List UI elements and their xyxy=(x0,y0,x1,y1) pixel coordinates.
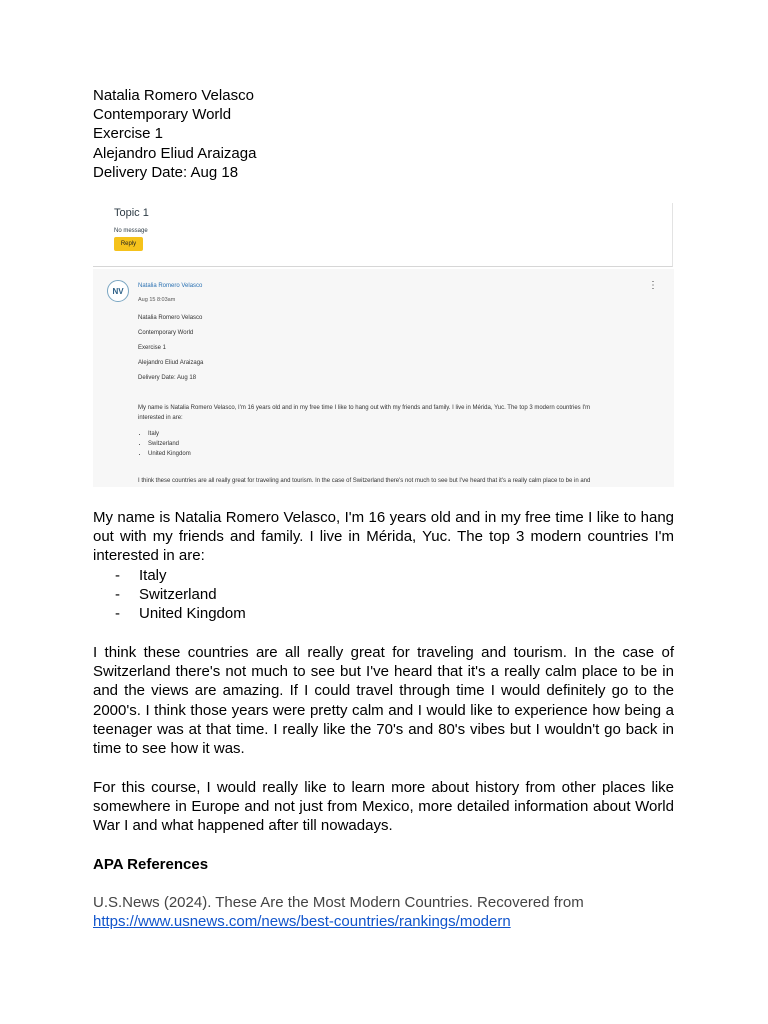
student-name: Natalia Romero Velasco xyxy=(93,87,254,104)
no-message-text: No message xyxy=(114,228,148,234)
embedded-screenshot xyxy=(93,203,674,487)
country-label: Italy xyxy=(139,567,167,584)
post-line: Delivery Date: Aug 18 xyxy=(138,375,197,381)
course-name: Contemporary World xyxy=(93,106,232,124)
country-list xyxy=(115,566,246,624)
discussion-post xyxy=(93,269,674,487)
topic-header xyxy=(93,203,673,267)
travel-paragraph: I think these countries are all really great for traveling and tourism. In the case of Switzerland there's not much to see but I've heard that it's a really calm place to be in and the views are amazing. If I could travel through time I would definitely go to the 2000's. I think those years were pretty calm and I would like to experience how being a teenager was at that time. I really like the 70's and 80's vibes but I wouldn't go back in time to see how it was. xyxy=(93,644,674,758)
list-item: - Italy xyxy=(115,567,167,584)
list-item: - United Kingdom xyxy=(115,605,246,623)
topic-title: Topic 1 xyxy=(114,207,149,219)
references-heading: APA References xyxy=(93,856,209,873)
course-paragraph: For this course, I would really like to learn more about history from other places like somewhere in Europe and not just from Mexico, more detailed information about World War I and what happened after till nowadays. xyxy=(93,779,674,835)
reference-citation: U.S.News (2024). These Are the Most Modern Countries. Recovered from xyxy=(93,894,584,911)
delivery-date: Delivery Date: Aug 18 xyxy=(93,163,239,181)
post-country-list xyxy=(138,429,191,459)
post-cut-line: I think these countries are all really great for traveling and tourism. In the case of Switzerland there's not much to see but I've heard that it's a really calm place to be in and xyxy=(138,478,591,484)
post-line: Alejandro Eliud Araizaga xyxy=(138,360,204,366)
post-date: Aug 15 8:03am xyxy=(138,297,176,303)
country-label: United Kingdom xyxy=(139,605,246,623)
list-item: • Switzerland xyxy=(148,439,191,449)
list-item: • Italy xyxy=(148,429,191,439)
reference-link[interactable]: https://www.usnews.com/news/best-countries/rankings/modern xyxy=(93,913,511,930)
intro-text: My name is Natalia Romero Velasco, I'm 16 years old and in my free time I like to hang out with my friends and family. I live in Mérida, Yuc. The top 3 modern countries I'm interested in are: xyxy=(93,509,674,565)
post-author: Natalia Romero Velasco xyxy=(138,283,203,289)
exercise-title: Exercise 1 xyxy=(93,125,164,143)
post-intro-line: My name is Natalia Romero Velasco, I'm 16 years old and in my free time I like to hang out with my friends and family. I live in Mérida, Yuc. The top 3 modern countries I'm xyxy=(138,405,591,411)
post-line: Contemporary World xyxy=(138,330,194,336)
teacher-name: Alejandro Eliud Araizaga xyxy=(93,144,257,162)
post-line: Natalia Romero Velasco xyxy=(138,315,203,321)
reply-button: Reply xyxy=(114,237,143,251)
document-header xyxy=(93,86,256,182)
list-item: • United Kingdom xyxy=(148,449,191,459)
vertical-dots-icon: ⋮ xyxy=(648,280,658,291)
country-label: Switzerland xyxy=(139,586,217,604)
post-line: Exercise 1 xyxy=(138,345,167,351)
avatar: NV xyxy=(107,280,129,302)
list-item: - Switzerland xyxy=(115,586,217,604)
intro-paragraph xyxy=(93,508,674,566)
post-intro-line: interested in are: xyxy=(138,415,183,421)
